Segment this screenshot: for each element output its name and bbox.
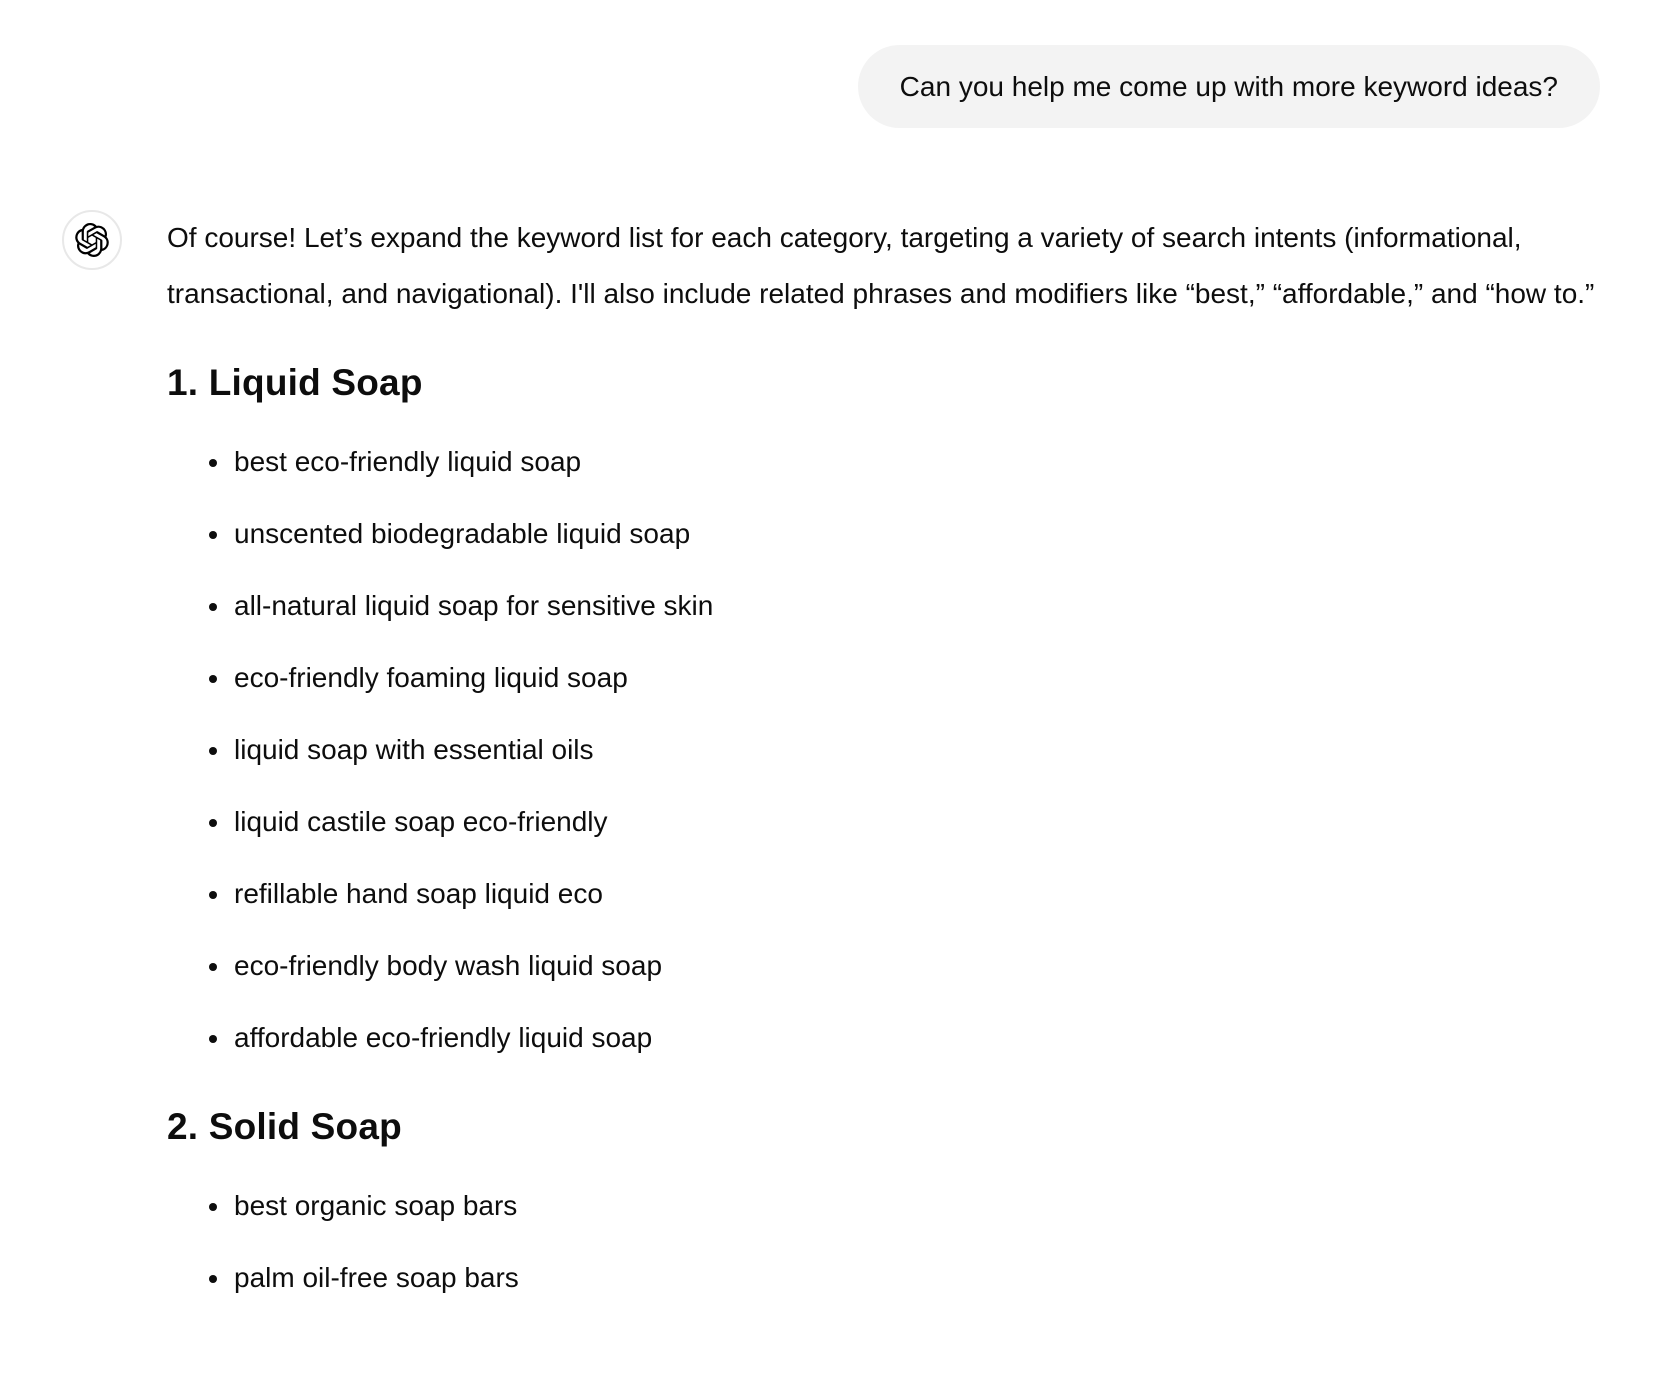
user-message-bubble: Can you help me come up with more keyword ideas? [858,45,1600,128]
user-message-row [62,45,1600,128]
list-item: • unscented biodegradable liquid soap [232,506,1600,562]
assistant-intro-paragraph: Of course! Let’s expand the keyword list for each category, targeting a variety of search intents (informational, transactional, and navigational). I'll also include related phrases and modifiers like “best,” “affordable,” and “how to.” [167,222,1595,309]
assistant-message-row [62,210,1600,1322]
list-item: • liquid castile soap eco-friendly [232,794,1600,850]
section-heading-liquid-soap: 1. Liquid Soap [167,362,423,403]
assistant-avatar [62,210,122,270]
list-item: • all-natural liquid soap for sensitive skin [232,578,1600,634]
list-item: • eco-friendly foaming liquid soap [232,650,1600,706]
section-heading-solid-soap: 2. Solid Soap [167,1106,402,1147]
keyword-list-solid-soap [167,1178,1600,1306]
openai-logo-icon [75,223,109,257]
list-item: • affordable eco-friendly liquid soap [232,1010,1600,1066]
keyword-list-liquid-soap [167,434,1600,1066]
assistant-message-content [167,210,1600,1322]
list-item: • best organic soap bars [232,1178,1600,1234]
list-item: • best eco-friendly liquid soap [232,434,1600,490]
list-item: • eco-friendly body wash liquid soap [232,938,1600,994]
list-item: • refillable hand soap liquid eco [232,866,1600,922]
list-item: • palm oil-free soap bars [232,1250,1600,1306]
list-item: • liquid soap with essential oils [232,722,1600,778]
